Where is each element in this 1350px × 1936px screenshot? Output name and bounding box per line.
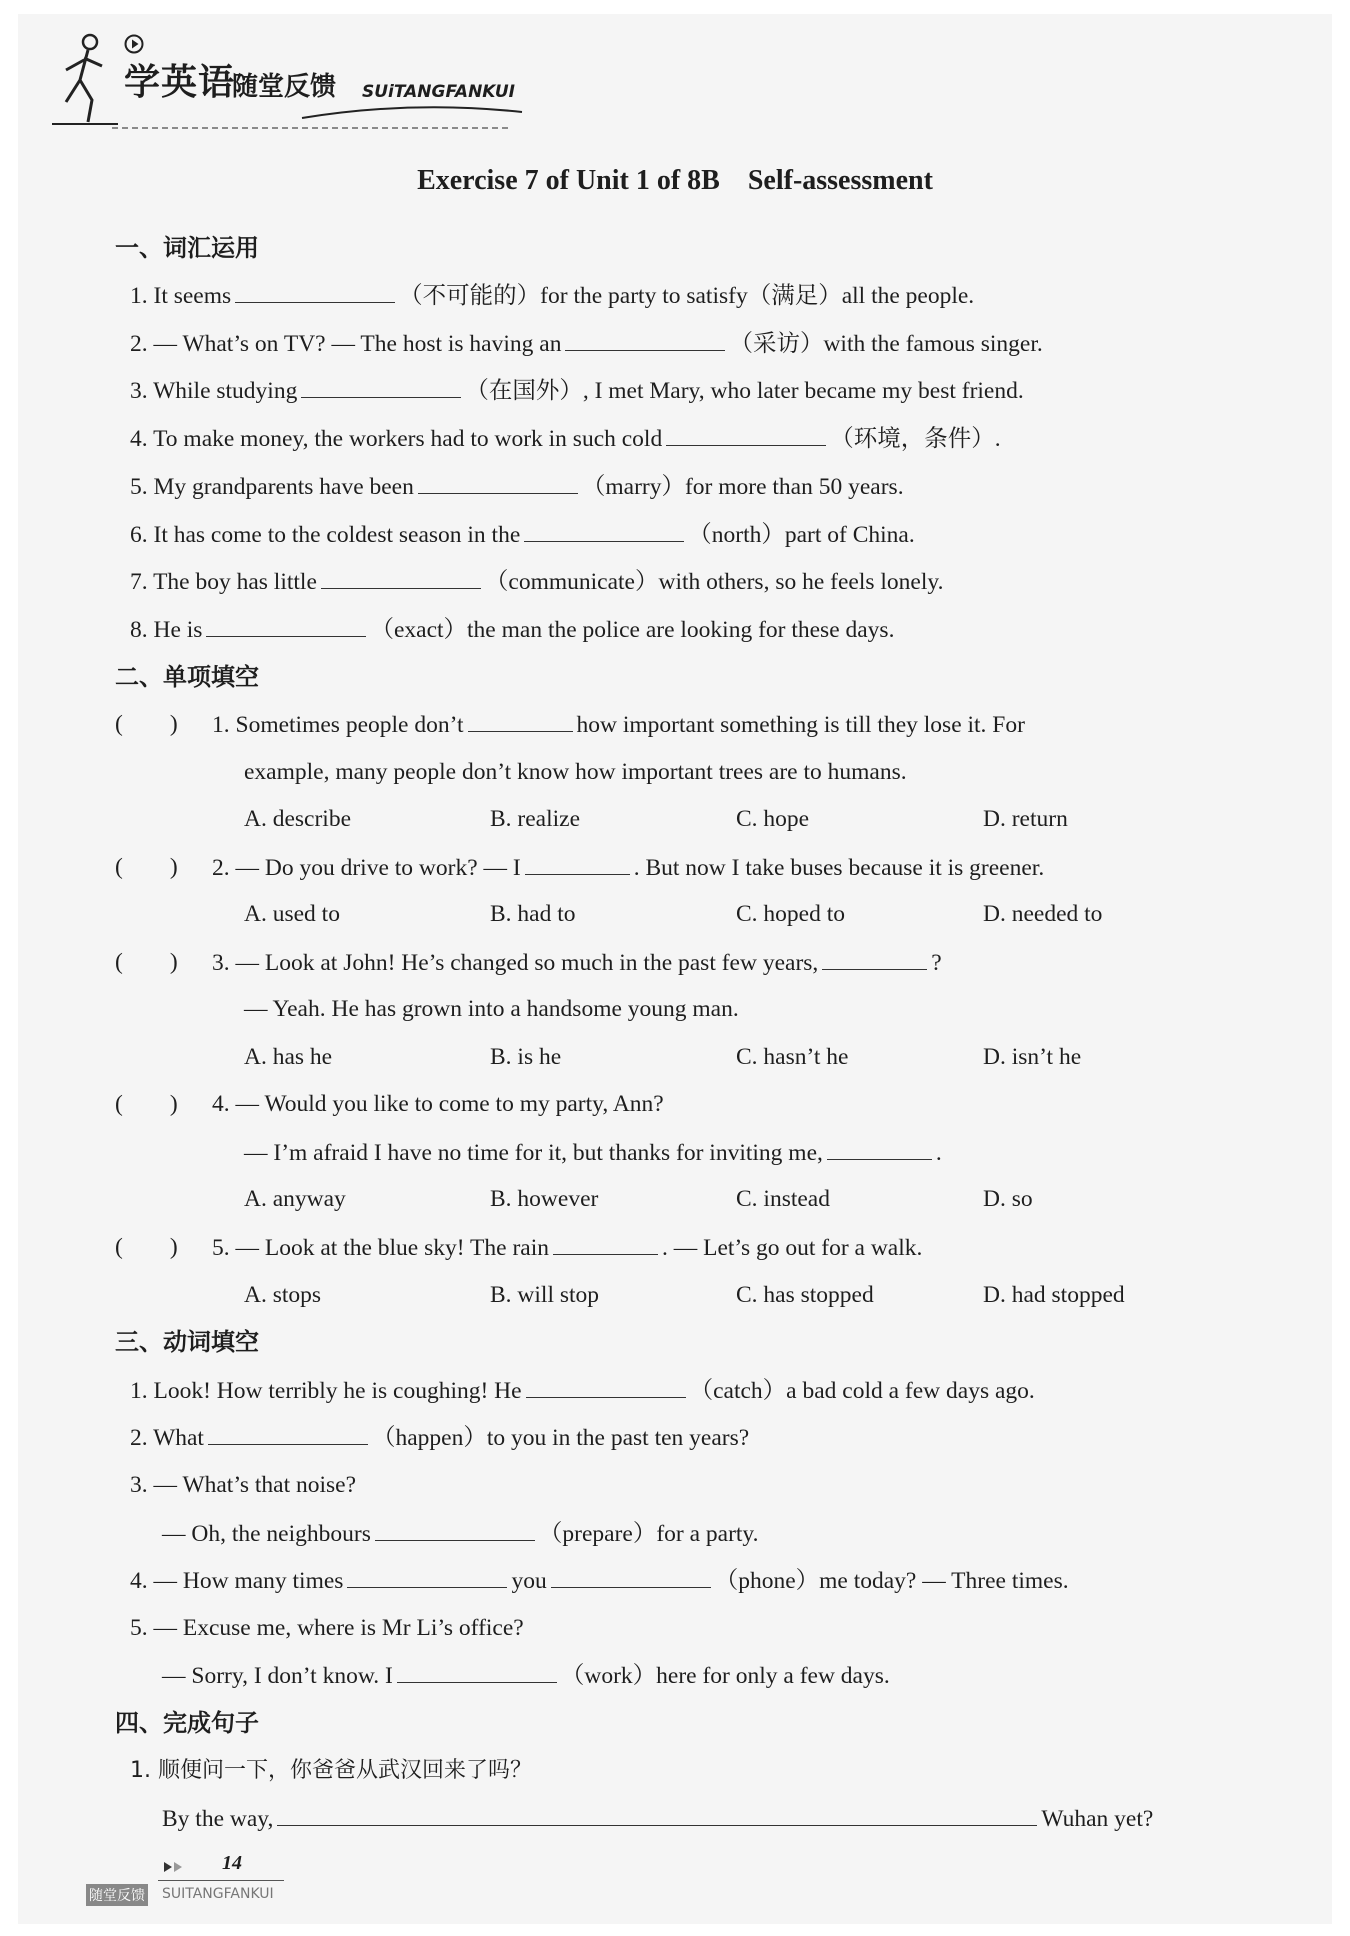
mc1-option-a[interactable]: A. describe [244, 806, 352, 832]
mc4-option-d[interactable]: D. so [983, 1186, 1033, 1212]
answer-blank[interactable] [551, 1565, 711, 1588]
mc5-option-a[interactable]: A. stops [244, 1282, 322, 1308]
mc-question-4-cont: — I’m afraid I have no time for it, but thanks for inviting me, . [244, 1137, 942, 1168]
answer-blank[interactable] [375, 1518, 535, 1541]
answer-blank [827, 1137, 932, 1160]
answer-blank [525, 852, 630, 875]
answer-paren-1[interactable]: ( ) [115, 711, 178, 737]
answer-blank [468, 709, 573, 732]
answer-blank[interactable] [206, 614, 366, 637]
answer-blank[interactable] [524, 519, 684, 542]
mc-question-3: 3. — Look at John! He’s changed so much in the past few years, ? [212, 947, 942, 978]
vocab-item-3: 3. While studying （在国外）, I met Mary, who later became my best friend. [130, 375, 1024, 406]
answer-paren-3[interactable]: ( ) [115, 949, 178, 975]
mc2-option-a[interactable]: A. used to [244, 901, 340, 927]
play-icon [124, 34, 144, 54]
mc-question-3-cont: — Yeah. He has grown into a handsome young man. [244, 996, 739, 1022]
answer-blank[interactable] [321, 566, 481, 589]
header-swoosh [112, 90, 532, 130]
vocab-item-1: 1. It seems （不可能的）for the party to satisfy（满足）all the people. [130, 280, 974, 311]
double-arrow-icon [162, 1860, 186, 1874]
verb-item-4: 4. — How many times you （phone）me today? — Three times. [130, 1565, 1069, 1596]
mc4-option-a[interactable]: A. anyway [244, 1186, 346, 1212]
vocab-item-7: 7. The boy has little （communicate）with others, so he feels lonely. [130, 566, 943, 597]
mc2-option-b[interactable]: B. had to [490, 901, 576, 927]
answer-blank[interactable] [277, 1803, 1037, 1826]
answer-paren-4[interactable]: ( ) [115, 1091, 178, 1117]
answer-blank[interactable] [666, 423, 826, 446]
answer-blank[interactable] [418, 471, 578, 494]
mc1-option-d[interactable]: D. return [983, 806, 1068, 832]
answer-blank[interactable] [208, 1422, 368, 1445]
mc3-option-a[interactable]: A. has he [244, 1044, 333, 1070]
mc-question-4: 4. — Would you like to come to my party, Ann? [212, 1091, 664, 1117]
mc3-option-d[interactable]: D. isn’t he [983, 1044, 1082, 1070]
answer-paren-5[interactable]: ( ) [115, 1234, 178, 1260]
mc2-option-d[interactable]: D. needed to [983, 901, 1103, 927]
verb-item-5: 5. — Excuse me, where is Mr Li’s office? [130, 1615, 524, 1641]
section-heading-multiple-choice: 二、单项填空 [115, 663, 259, 691]
footer-rule [158, 1880, 284, 1881]
answer-blank [553, 1232, 658, 1255]
section-heading-verb-fill: 三、动词填空 [115, 1328, 259, 1356]
mc3-option-c[interactable]: C. hasn’t he [736, 1044, 849, 1070]
mc-question-2: 2. — Do you drive to work? — I . But now I take buses because it is greener. [212, 852, 1044, 883]
mc-question-1: 1. Sometimes people don’t how important something is till they lose it. For [212, 709, 1025, 740]
answer-blank[interactable] [397, 1660, 557, 1683]
sentence-answer-1: By the way, Wuhan yet? [162, 1803, 1153, 1834]
mc1-option-b[interactable]: B. realize [490, 806, 581, 832]
mc5-option-d[interactable]: D. had stopped [983, 1282, 1125, 1308]
footer-label: 随堂反馈 [86, 1884, 148, 1906]
mc5-option-c[interactable]: C. has stopped [736, 1282, 874, 1308]
header-title: 学英语 [124, 62, 236, 103]
answer-blank[interactable] [235, 280, 395, 303]
answer-blank[interactable] [347, 1565, 507, 1588]
page-number: 14 [222, 1852, 242, 1874]
verb-item-2: 2. What （happen）to you in the past ten years? [130, 1422, 749, 1453]
footer-pinyin: SUITANGFANKUI [162, 1886, 274, 1902]
page-title: Exercise 7 of Unit 1 of 8B Self-assessment [417, 165, 933, 196]
vocab-item-2: 2. — What’s on TV? — The host is having an （采访）with the famous singer. [130, 328, 1043, 359]
mc1-option-c[interactable]: C. hope [736, 806, 810, 832]
mc3-option-b[interactable]: B. is he [490, 1044, 562, 1070]
answer-blank[interactable] [301, 375, 461, 398]
vocab-item-8: 8. He is （exact）the man the police are looking for these days. [130, 614, 894, 645]
verb-item-3-cont: — Oh, the neighbours （prepare）for a party. [162, 1518, 759, 1549]
answer-blank [822, 947, 927, 970]
section-heading-vocabulary: 一、词汇运用 [115, 234, 259, 262]
vocab-item-4: 4. To make money, the workers had to work in such cold （环境，条件）. [130, 423, 1001, 454]
answer-paren-2[interactable]: ( ) [115, 854, 178, 880]
mc2-option-c[interactable]: C. hoped to [736, 901, 846, 927]
header-logo [52, 30, 552, 130]
mc-question-1-cont: example, many people don’t know how important trees are to humans. [244, 759, 907, 785]
vocab-item-6: 6. It has come to the coldest season in the （north）part of China. [130, 519, 915, 550]
mc4-option-c[interactable]: C. instead [736, 1186, 830, 1212]
header-subtitle: 随堂反馈 [232, 72, 337, 102]
mc-question-5: 5. — Look at the blue sky! The rain . — Let’s go out for a walk. [212, 1232, 922, 1263]
vocab-item-5: 5. My grandparents have been （marry）for more than 50 years. [130, 471, 904, 502]
verb-item-1: 1. Look! How terribly he is coughing! He （catch）a bad cold a few days ago. [130, 1375, 1035, 1406]
mc5-option-b[interactable]: B. will stop [490, 1282, 600, 1308]
verb-item-3: 3. — What’s that noise? [130, 1472, 357, 1498]
header-pinyin: SUiTANGFANKUI [362, 82, 515, 102]
section-heading-complete-sentences: 四、完成句子 [115, 1709, 259, 1737]
mc4-option-b[interactable]: B. however [490, 1186, 599, 1212]
answer-blank[interactable] [565, 328, 725, 351]
verb-item-5-cont: — Sorry, I don’t know. I （work）here for only a few days. [162, 1660, 890, 1691]
answer-blank[interactable] [526, 1375, 686, 1398]
sentence-item-1: 1. 顺便问一下，你爸爸从武汉回来了吗？ [130, 1758, 532, 1783]
